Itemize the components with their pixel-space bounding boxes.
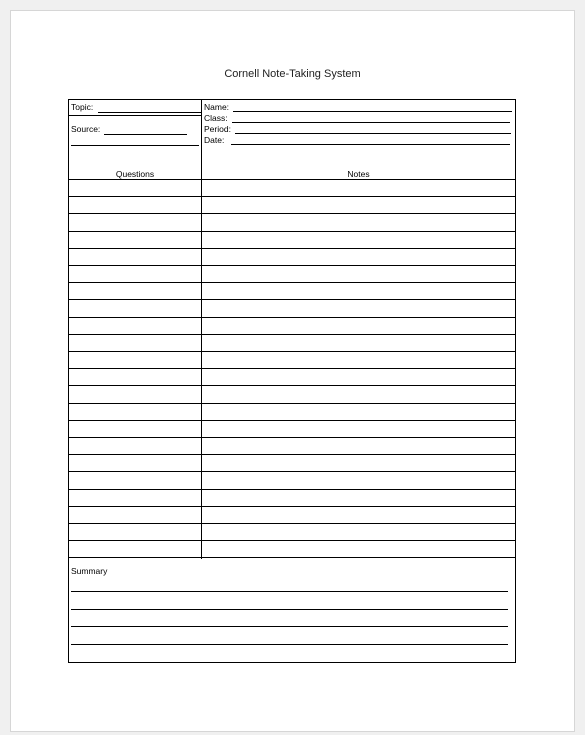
note-row-line[interactable] (69, 403, 515, 404)
note-row-line[interactable] (69, 540, 515, 541)
note-row-line[interactable] (69, 420, 515, 421)
name-field[interactable] (233, 111, 512, 112)
note-row-line[interactable] (69, 385, 515, 386)
summary-line[interactable] (71, 626, 508, 627)
questions-column-header: Questions (115, 169, 155, 179)
topic-divider (69, 115, 201, 116)
column-divider (201, 100, 202, 559)
notes-column-header: Notes (347, 169, 370, 179)
topic-label: Topic: (71, 102, 94, 112)
note-row-line[interactable] (69, 506, 515, 507)
period-label: Period: (204, 124, 231, 134)
name-label: Name: (204, 102, 230, 112)
note-row-line[interactable] (69, 523, 515, 524)
topic-field[interactable] (98, 112, 201, 113)
summary-line[interactable] (71, 644, 508, 645)
cornell-form (68, 99, 516, 663)
note-row-line[interactable] (69, 557, 515, 558)
note-row-line[interactable] (69, 454, 515, 455)
summary-line[interactable] (71, 609, 508, 610)
note-row-line[interactable] (69, 213, 515, 214)
note-row-line[interactable] (69, 299, 515, 300)
note-row-line[interactable] (69, 351, 515, 352)
date-label: Date: (204, 135, 225, 145)
note-row-line[interactable] (69, 196, 515, 197)
note-row-line[interactable] (69, 317, 515, 318)
source-label: Source: (71, 124, 101, 134)
note-row-line[interactable] (69, 248, 515, 249)
note-row-line[interactable] (69, 334, 515, 335)
note-row-line[interactable] (69, 265, 515, 266)
date-field[interactable] (231, 144, 510, 145)
note-row-line[interactable] (69, 368, 515, 369)
page-title: Cornell Note-Taking System (224, 68, 361, 80)
class-field[interactable] (232, 122, 510, 123)
note-row-line[interactable] (69, 231, 515, 232)
note-row-line[interactable] (69, 471, 515, 472)
note-row-line[interactable] (69, 282, 515, 283)
note-row-line[interactable] (69, 437, 515, 438)
source-field[interactable] (104, 134, 187, 135)
summary-label: Summary (71, 566, 108, 576)
note-row-line[interactable] (69, 179, 515, 180)
class-label: Class: (204, 113, 228, 123)
summary-line[interactable] (71, 591, 508, 592)
source-field-line2[interactable] (71, 145, 199, 146)
period-field[interactable] (235, 133, 511, 134)
note-row-line[interactable] (69, 489, 515, 490)
